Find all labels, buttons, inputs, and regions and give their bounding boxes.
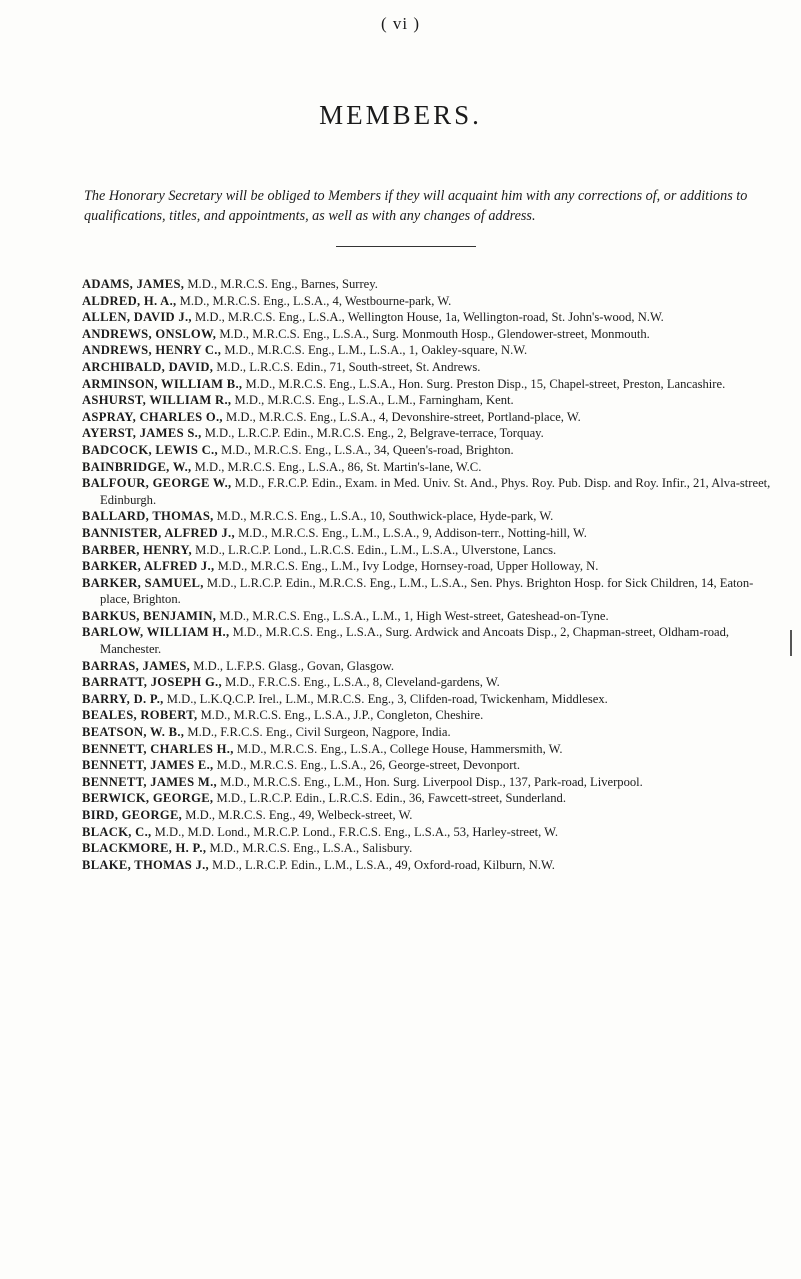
member-details: M.D., L.R.C.S. Edin., 71, South-street, St. Andrews. — [216, 359, 481, 374]
member-entry — [82, 624, 782, 657]
member-details: M.D., M.R.C.S. Eng., Barnes, Surrey. — [187, 277, 378, 291]
page-edge-mark — [790, 630, 792, 656]
member-entry — [82, 691, 782, 708]
member-entry — [82, 326, 782, 343]
member-name: BARLOW, WILLIAM H., — [82, 625, 230, 640]
member-details: M.D., M.R.C.S. Eng., L.M., Ivy Lodge, Hornsey-road, Upper Holloway, N. — [217, 559, 599, 574]
member-name: ARCHIBALD, DAVID, — [82, 359, 214, 374]
member-name: BENNETT, JAMES E., — [82, 758, 214, 773]
member-entry — [82, 409, 782, 426]
member-details: M.D., M.R.C.S. Eng., L.S.A., Surg. Ardwick and Ancoats Disp., 2, Chapman-street, Oldham-road, Manchester. — [100, 625, 730, 657]
member-name: ARMINSON, WILLIAM B., — [82, 376, 243, 391]
member-details: M.D., M.R.C.S. Eng., L.S.A., 4, Devonshire-street, Portland-place, W. — [226, 409, 581, 424]
member-entry — [82, 359, 782, 376]
member-details: M.D., M.R.C.S. Eng., L.S.A., College House, Hammersmith, W. — [236, 741, 563, 756]
member-details: M.D., M.R.C.S. Eng., L.S.A., 4, Westbourne-park, W. — [179, 293, 452, 308]
member-details: M.D., M.R.C.S. Eng., L.S.A., L.M., 1, High West-street, Gateshead-on-Tyne. — [219, 608, 609, 623]
member-entry — [82, 293, 782, 310]
member-details: M.D., L.R.C.P. Edin., M.R.C.S. Eng., 2, Belgrave-terrace, Torquay. — [204, 426, 544, 441]
member-entry — [82, 824, 782, 841]
member-details: M.D., M.R.C.S. Eng., L.S.A., L.M., Farningham, Kent. — [234, 393, 514, 408]
member-entry — [82, 724, 782, 741]
member-entry — [82, 741, 782, 758]
member-name: BENNETT, JAMES M., — [82, 774, 217, 789]
member-details: M.D., L.R.C.P. Edin., M.R.C.S. Eng., L.M., L.S.A., Sen. Phys. Brighton Hosp. for Sick Children, 14, Eaton-place, Brighton. — [100, 575, 754, 607]
member-name: ALLEN, DAVID J., — [82, 310, 192, 325]
member-name: BERWICK, GEORGE, — [82, 791, 214, 806]
member-name: BENNETT, CHARLES H., — [82, 741, 234, 756]
divider-rule — [336, 246, 476, 247]
member-details: M.D., F.R.C.S. Eng., L.S.A., 8, Cleveland-gardens, W. — [225, 675, 500, 690]
member-name: ASPRAY, CHARLES O., — [82, 409, 223, 424]
member-name: ADAMS, JAMES, — [82, 277, 185, 291]
member-entry — [82, 558, 782, 575]
member-entry — [82, 790, 782, 807]
member-name: ASHURST, WILLIAM R., — [82, 393, 232, 408]
member-entry — [82, 807, 782, 824]
member-entry — [82, 757, 782, 774]
member-name: BAINBRIDGE, W., — [82, 459, 192, 474]
member-entry — [82, 376, 782, 393]
member-name: BARBER, HENRY, — [82, 542, 193, 557]
member-details: M.D., M.R.C.S. Eng., L.S.A., 86, St. Martin's-lane, W.C. — [194, 459, 482, 474]
member-name: BEALES, ROBERT, — [82, 708, 198, 723]
member-entry — [82, 674, 782, 691]
member-name: BALLARD, THOMAS, — [82, 509, 214, 524]
member-entry — [82, 774, 782, 791]
member-details: M.D., L.K.Q.C.P. Irel., L.M., M.R.C.S. Eng., 3, Clifden-road, Twickenham, Middlesex. — [166, 691, 608, 706]
page-title: MEMBERS. — [319, 100, 482, 130]
member-entry — [82, 459, 782, 476]
member-entry — [82, 392, 782, 409]
member-list — [82, 276, 782, 873]
member-name: BARRAS, JAMES, — [82, 658, 191, 673]
member-details: M.D., M.R.C.S. Eng., L.M., Hon. Surg. Liverpool Disp., 137, Park-road, Liverpool. — [220, 774, 643, 789]
member-name: BARRY, D. P., — [82, 691, 164, 706]
member-name: BEATSON, W. B., — [82, 725, 185, 740]
member-name: BLAKE, THOMAS J., — [82, 857, 209, 872]
member-entry — [82, 658, 782, 675]
member-entry — [82, 342, 782, 359]
member-details: M.D., M.R.C.S. Eng., L.S.A., 26, George-street, Devonport. — [216, 758, 521, 773]
member-name: ANDREWS, HENRY C., — [82, 343, 222, 358]
member-entry — [82, 857, 782, 874]
member-details: M.D., M.R.C.S. Eng., L.S.A., Salisbury. — [209, 841, 413, 856]
member-details: M.D., M.R.C.S. Eng., L.S.A., Surg. Monmouth Hosp., Glendower-street, Monmouth. — [219, 326, 650, 341]
member-name: ANDREWS, ONSLOW, — [82, 326, 217, 341]
member-entry — [82, 309, 782, 326]
member-details: M.D., M.R.C.S. Eng., L.S.A., 34, Queen's-road, Brighton. — [221, 442, 514, 457]
member-name: BARKER, SAMUEL, — [82, 575, 204, 590]
member-details: M.D., M.R.C.S. Eng., L.S.A., Wellington House, 1a, Wellington-road, St. John's-wood, N.W. — [195, 310, 664, 325]
member-details: M.D., M.R.C.S. Eng., L.S.A., Hon. Surg. Preston Disp., 15, Chapel-street, Preston, Lancashire. — [245, 376, 726, 391]
member-details: M.D., M.R.C.S. Eng., L.S.A., J.P., Congleton, Cheshire. — [200, 708, 484, 723]
member-details: M.D., M.D. Lond., M.R.C.P. Lond., F.R.C.S. Eng., L.S.A., 53, Harley-street, W. — [154, 824, 559, 839]
member-name: BARKER, ALFRED J., — [82, 559, 215, 574]
member-details: M.D., M.R.C.S. Eng., L.M., L.S.A., 1, Oakley-square, N.W. — [224, 343, 528, 358]
member-entry — [82, 608, 782, 625]
member-entry — [82, 575, 782, 608]
member-name: BARKUS, BENJAMIN, — [82, 608, 217, 623]
member-details: M.D., L.R.C.P. Edin., L.M., L.S.A., 49, Oxford-road, Kilburn, N.W. — [212, 857, 555, 872]
member-details: M.D., M.R.C.S. Eng., L.S.A., 10, Southwick-place, Hyde-park, W. — [216, 509, 554, 524]
member-name: BARRATT, JOSEPH G., — [82, 675, 222, 690]
member-details: M.D., L.R.C.P. Edin., L.R.C.S. Edin., 36, Fawcett-street, Sunderland. — [216, 791, 566, 806]
secretary-note: The Honorary Secretary will be obliged to Members if they will acquaint him with any corrections of, or additions to qualifications, titles, and appointments, as well as with any changes of address. — [84, 188, 748, 224]
member-name: BALFOUR, GEORGE W., — [82, 476, 232, 491]
member-details: M.D., M.R.C.S. Eng., 49, Welbeck-street, W. — [185, 808, 413, 822]
member-name: AYERST, JAMES S., — [82, 426, 202, 441]
member-name: BIRD, GEORGE, — [82, 808, 183, 822]
member-entry — [82, 508, 782, 525]
member-name: BANNISTER, ALFRED J., — [82, 525, 235, 540]
member-name: ALDRED, H. A., — [82, 293, 177, 308]
member-entry — [82, 525, 782, 542]
member-entry — [82, 542, 782, 559]
member-name: BLACK, C., — [82, 824, 152, 839]
member-details: M.D., L.R.C.P. Lond., L.R.C.S. Edin., L.M., L.S.A., Ulverstone, Lancs. — [195, 542, 557, 557]
member-name: BADCOCK, LEWIS C., — [82, 442, 218, 457]
member-entry — [82, 475, 782, 508]
member-name: BLACKMORE, H. P., — [82, 841, 207, 856]
page-number: ( vi ) — [380, 14, 421, 33]
member-details: M.D., L.F.P.S. Glasg., Govan, Glasgow. — [193, 658, 395, 673]
member-details: M.D., F.R.C.P. Edin., Exam. in Med. Univ. St. And., Phys. Roy. Pub. Disp. and Roy. Infir., 21, Alva-street, Edinburgh. — [100, 476, 771, 507]
member-entry — [82, 840, 782, 857]
member-entry — [82, 425, 782, 442]
member-entry — [82, 442, 782, 459]
member-details: M.D., F.R.C.S. Eng., Civil Surgeon, Nagpore, India. — [187, 725, 451, 740]
member-entry — [82, 707, 782, 724]
member-details: M.D., M.R.C.S. Eng., L.M., L.S.A., 9, Addison-terr., Notting-hill, W. — [238, 525, 587, 540]
member-entry — [82, 276, 782, 293]
